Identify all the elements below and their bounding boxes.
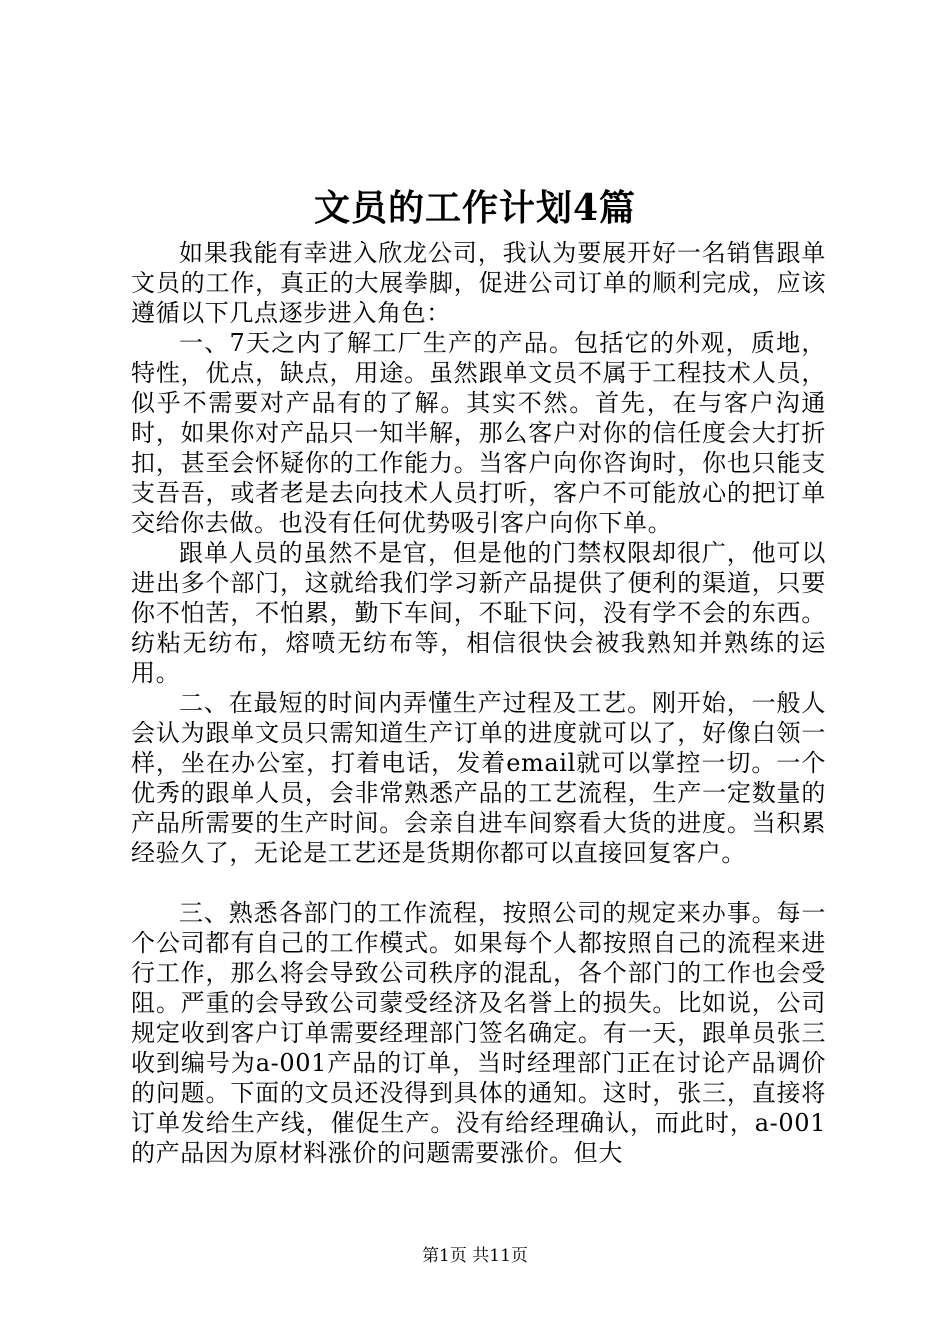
document-body (131, 238, 826, 1168)
paragraph-point-one-continued: 跟单人员的虽然不是官，但是他的门禁权限却很广，他可以进出多个部门，这就给我们学习新产品提供了便利的渠道，只要你不怕苦，不怕累，勤下车间，不耻下问，没有学不会的东西。纺粘无纺布，熔喷无纺布等，相信很快会被我熟知并熟练的运用。 (131, 539, 826, 687)
paragraph-point-two: 二、在最短的时间内弄懂生产过程及工艺。刚开始，一般人会认为跟单文员只需知道生产订单的进度就可以了，好像白领一样，坐在办公室，打着电话，发着email就可以掌控一切。一个优秀的跟单人员，会非常熟悉产品的工艺流程，生产一定数量的产品所需要的生产时间。会亲自进车间察看大货的进度。当积累经验久了，无论是工艺还是货期你都可以直接回复客户。 (131, 689, 826, 867)
paragraph-point-three: 三、熟悉各部门的工作流程，按照公司的规定来办事。每一个公司都有自己的工作模式。如果每个人都按照自己的流程来进行工作，那么将会导致公司秩序的混乱，各个部门的工作也会受阻。严重的会导致公司蒙受经济及名誉上的损失。比如说，公司规定收到客户订单需要经理部门签名确定。有一天，跟单员张三收到编号为a-001产品的订单，当时经理部门正在讨论产品调价的问题。下面的文员还没得到具体的通知。这时，张三，直接将订单发给生产线，催促生产。没有给经理确认，而此时，a-001的产品因为原材料涨价的问题需要涨价。但大 (131, 899, 826, 1167)
paragraph-intro: 如果我能有幸进入欣龙公司，我认为要展开好一名销售跟单文员的工作，真正的大展拳脚，促进公司订单的顺利完成，应该遵循以下几点逐步进入角色： (131, 239, 826, 327)
paragraph-point-one: 一、7天之内了解工厂生产的产品。包括它的外观，质地，特性，优点，缺点，用途。虽然跟单文员不属于工程技术人员，似乎不需要对产品有的了解。其实不然。首先，在与客户沟通时，如果你对产品只一知半解，那么客户对你的信任度会大打折扣，甚至会怀疑你的工作能力。当客户向你咨询时，你也只能支支吾吾，或者老是去向技术人员打听，客户不可能放心的把订单交给你去做。也没有任何优势吸引客户向你下单。 (131, 329, 826, 537)
document-title: 文员的工作计划4篇 (313, 187, 637, 229)
page-footer: 第1页 共11页 (422, 1246, 528, 1266)
